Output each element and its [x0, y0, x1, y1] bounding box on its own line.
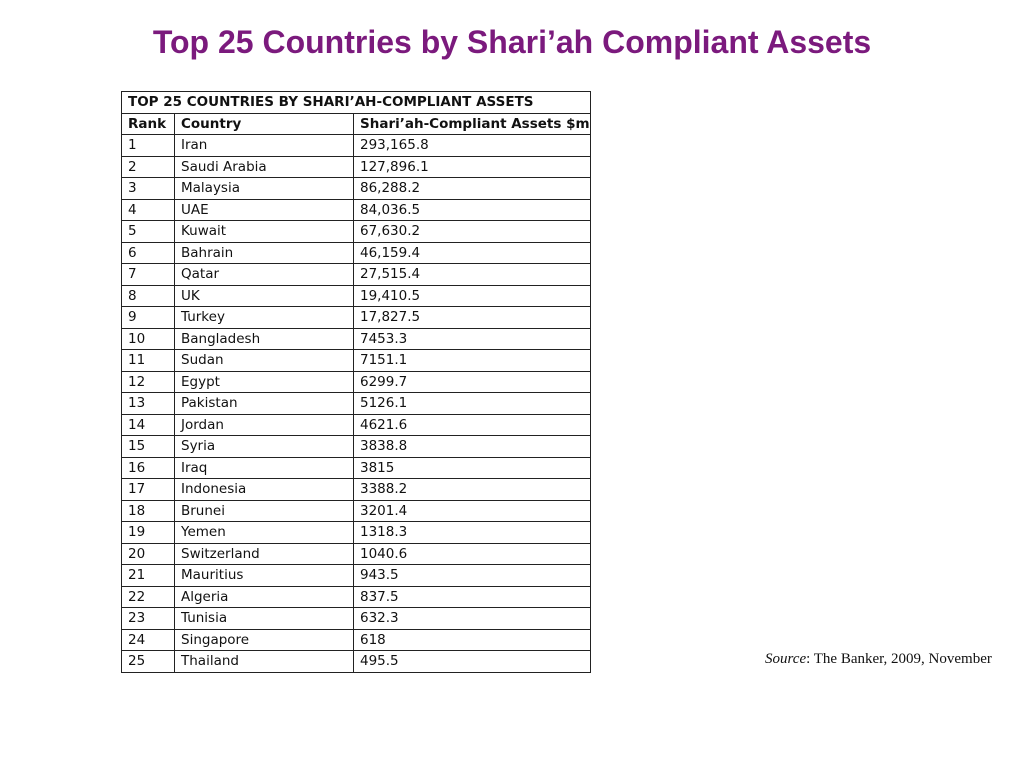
assets-cell: 1040.6	[354, 543, 591, 565]
rank-cell: 9	[122, 307, 175, 329]
assets-cell: 17,827.5	[354, 307, 591, 329]
country-cell: Syria	[175, 436, 354, 458]
rank-cell: 23	[122, 608, 175, 630]
country-cell: Qatar	[175, 264, 354, 286]
country-cell: Sudan	[175, 350, 354, 372]
table-row	[122, 135, 591, 157]
table-row	[122, 586, 591, 608]
table-row	[122, 371, 591, 393]
country-cell: UAE	[175, 199, 354, 221]
table-row	[122, 436, 591, 458]
country-cell: Kuwait	[175, 221, 354, 243]
rank-cell: 6	[122, 242, 175, 264]
rank-cell: 11	[122, 350, 175, 372]
slide-title: Top 25 Countries by Shari’ah Compliant Assets	[152, 24, 872, 60]
rank-cell: 17	[122, 479, 175, 501]
table-row	[122, 629, 591, 651]
rank-cell: 10	[122, 328, 175, 350]
assets-cell: 6299.7	[354, 371, 591, 393]
assets-cell: 19,410.5	[354, 285, 591, 307]
assets-cell: 837.5	[354, 586, 591, 608]
country-cell: Switzerland	[175, 543, 354, 565]
rank-cell: 16	[122, 457, 175, 479]
country-cell: Algeria	[175, 586, 354, 608]
country-cell: Saudi Arabia	[175, 156, 354, 178]
table-row	[122, 543, 591, 565]
rank-cell: 22	[122, 586, 175, 608]
table-row	[122, 393, 591, 415]
rank-cell: 15	[122, 436, 175, 458]
table-caption: TOP 25 COUNTRIES BY SHARI’AH-COMPLIANT ASSETS	[122, 92, 591, 114]
assets-cell: 127,896.1	[354, 156, 591, 178]
source-label: Source	[765, 651, 807, 667]
rank-cell: 7	[122, 264, 175, 286]
country-cell: Iran	[175, 135, 354, 157]
assets-table-container	[121, 91, 591, 673]
country-cell: Egypt	[175, 371, 354, 393]
assets-cell: 618	[354, 629, 591, 651]
assets-cell: 3388.2	[354, 479, 591, 501]
table-row	[122, 500, 591, 522]
table-row	[122, 264, 591, 286]
table-header-row	[122, 113, 591, 135]
rank-cell: 20	[122, 543, 175, 565]
assets-cell: 7151.1	[354, 350, 591, 372]
table-row	[122, 608, 591, 630]
country-cell: Yemen	[175, 522, 354, 544]
rank-cell: 24	[122, 629, 175, 651]
table-row	[122, 178, 591, 200]
assets-cell: 4621.6	[354, 414, 591, 436]
assets-cell: 1318.3	[354, 522, 591, 544]
rank-cell: 2	[122, 156, 175, 178]
assets-cell: 7453.3	[354, 328, 591, 350]
table-row	[122, 350, 591, 372]
assets-cell: 84,036.5	[354, 199, 591, 221]
table-row	[122, 651, 591, 673]
country-cell: Indonesia	[175, 479, 354, 501]
country-cell: Pakistan	[175, 393, 354, 415]
rank-cell: 21	[122, 565, 175, 587]
source-text: : The Banker, 2009, November	[806, 651, 992, 667]
rank-cell: 5	[122, 221, 175, 243]
country-cell: UK	[175, 285, 354, 307]
table-body	[122, 135, 591, 673]
assets-cell: 3815	[354, 457, 591, 479]
rank-cell: 3	[122, 178, 175, 200]
country-cell: Iraq	[175, 457, 354, 479]
assets-cell: 943.5	[354, 565, 591, 587]
assets-cell: 27,515.4	[354, 264, 591, 286]
country-cell: Mauritius	[175, 565, 354, 587]
table-caption-row	[122, 92, 591, 114]
country-cell: Bahrain	[175, 242, 354, 264]
assets-cell: 5126.1	[354, 393, 591, 415]
assets-table	[121, 91, 591, 673]
rank-cell: 4	[122, 199, 175, 221]
rank-cell: 13	[122, 393, 175, 415]
country-cell: Singapore	[175, 629, 354, 651]
rank-cell: 1	[122, 135, 175, 157]
country-cell: Malaysia	[175, 178, 354, 200]
table-row	[122, 457, 591, 479]
table-row	[122, 221, 591, 243]
table-row	[122, 307, 591, 329]
assets-cell: 3201.4	[354, 500, 591, 522]
assets-cell: 3838.8	[354, 436, 591, 458]
assets-cell: 46,159.4	[354, 242, 591, 264]
header-rank: Rank	[122, 113, 175, 135]
rank-cell: 12	[122, 371, 175, 393]
table-row	[122, 565, 591, 587]
assets-cell: 67,630.2	[354, 221, 591, 243]
table-row	[122, 522, 591, 544]
country-cell: Jordan	[175, 414, 354, 436]
table-row	[122, 479, 591, 501]
country-cell: Tunisia	[175, 608, 354, 630]
assets-cell: 632.3	[354, 608, 591, 630]
rank-cell: 19	[122, 522, 175, 544]
assets-cell: 293,165.8	[354, 135, 591, 157]
country-cell: Brunei	[175, 500, 354, 522]
assets-cell: 86,288.2	[354, 178, 591, 200]
table-row	[122, 156, 591, 178]
header-assets: Shari’ah-Compliant Assets $m	[354, 113, 591, 135]
assets-cell: 495.5	[354, 651, 591, 673]
rank-cell: 8	[122, 285, 175, 307]
table-row	[122, 414, 591, 436]
rank-cell: 18	[122, 500, 175, 522]
rank-cell: 14	[122, 414, 175, 436]
country-cell: Thailand	[175, 651, 354, 673]
table-row	[122, 328, 591, 350]
table-row	[122, 242, 591, 264]
country-cell: Bangladesh	[175, 328, 354, 350]
country-cell: Turkey	[175, 307, 354, 329]
table-row	[122, 285, 591, 307]
table-row	[122, 199, 591, 221]
source-citation	[765, 651, 992, 668]
rank-cell: 25	[122, 651, 175, 673]
header-country: Country	[175, 113, 354, 135]
